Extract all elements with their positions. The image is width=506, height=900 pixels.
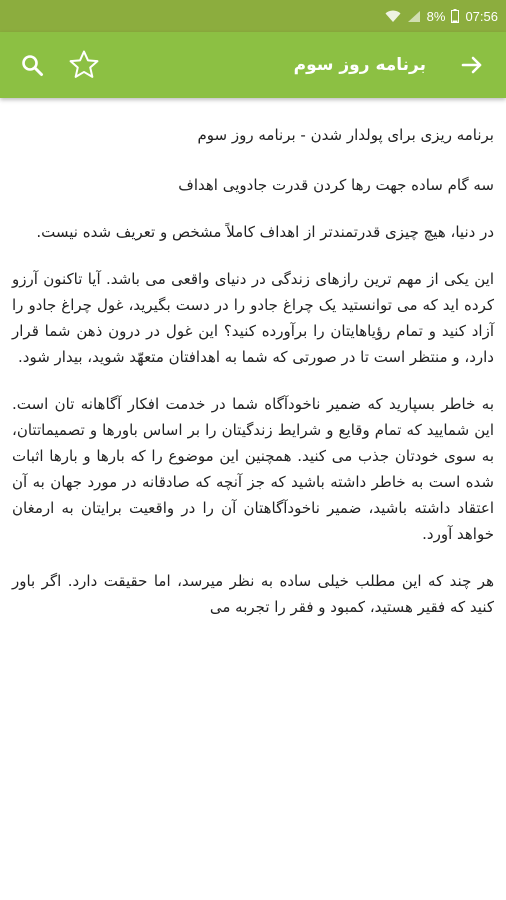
article-paragraph: به خاطر بسپارید که ضمیر ناخودآگاه شما در خدمت افکار آگاهانه تان است. این شمایید که تمام وقایع و شرایط زندگیتان را بر اساس باورها و تصمیماتتان، به سوی خودتان جذب می کنید. همچنین این موضوع را که بارها و بارها اثبات شده است به خاطر داشته باشید که جز آنچه که صادقانه در مورد جهان به آن اعتقاد داشته باشید، ضمیر ناخودآگاهتان آن را در واقعیت برایتان به ارمغان خواهد آورد. bbox=[12, 395, 494, 543]
search-button[interactable] bbox=[12, 45, 52, 85]
battery-percent: 8% bbox=[426, 8, 446, 24]
back-arrow-icon bbox=[460, 53, 484, 77]
app-bar bbox=[0, 32, 506, 98]
battery-icon bbox=[451, 9, 459, 23]
article-paragraph: در دنیا، هیچ چیزی قدرتمندتر از اهداف کاملاً مشخص و تعریف شده نیست. bbox=[36, 223, 494, 241]
article-content[interactable] bbox=[0, 110, 506, 900]
back-button[interactable] bbox=[452, 45, 492, 85]
article-paragraph: هر چند که این مطلب خیلی ساده به نظر میرسد، اما حقیقت دارد. اگر باور کنید که فقیر هستید، کمبود و فقر را تجربه می bbox=[12, 572, 494, 616]
article-title: برنامه ریزی برای پولدار شدن - برنامه روز سوم bbox=[197, 126, 494, 144]
wifi-icon bbox=[385, 10, 401, 23]
article-subtitle: سه گام ساده جهت رها کردن قدرت جادویی اهداف bbox=[178, 176, 494, 194]
clock: 07:56 bbox=[465, 8, 498, 24]
article-paragraph: این یکی از مهم ترین رازهای زندگی در دنیای واقعی می باشد. آیا تاکنون آرزو کرده اید که می توانستید یک چراغ جادو را در دست بگیرید، غول چراغ جادو را آزاد کنید و تمام رؤیاهایتان را برآورده کنید؟ این غول در درون ذهن شما قرار دارد، و منتظر است تا در صورتی که شما به اهدافتان متعهّد شوید، بیدار شود. bbox=[12, 270, 494, 366]
search-icon bbox=[20, 53, 44, 77]
star-icon bbox=[67, 48, 101, 82]
page-title: برنامه روز سوم bbox=[293, 55, 426, 75]
signal-icon bbox=[407, 10, 421, 23]
status-bar bbox=[0, 0, 506, 32]
favorite-button[interactable] bbox=[64, 45, 104, 85]
